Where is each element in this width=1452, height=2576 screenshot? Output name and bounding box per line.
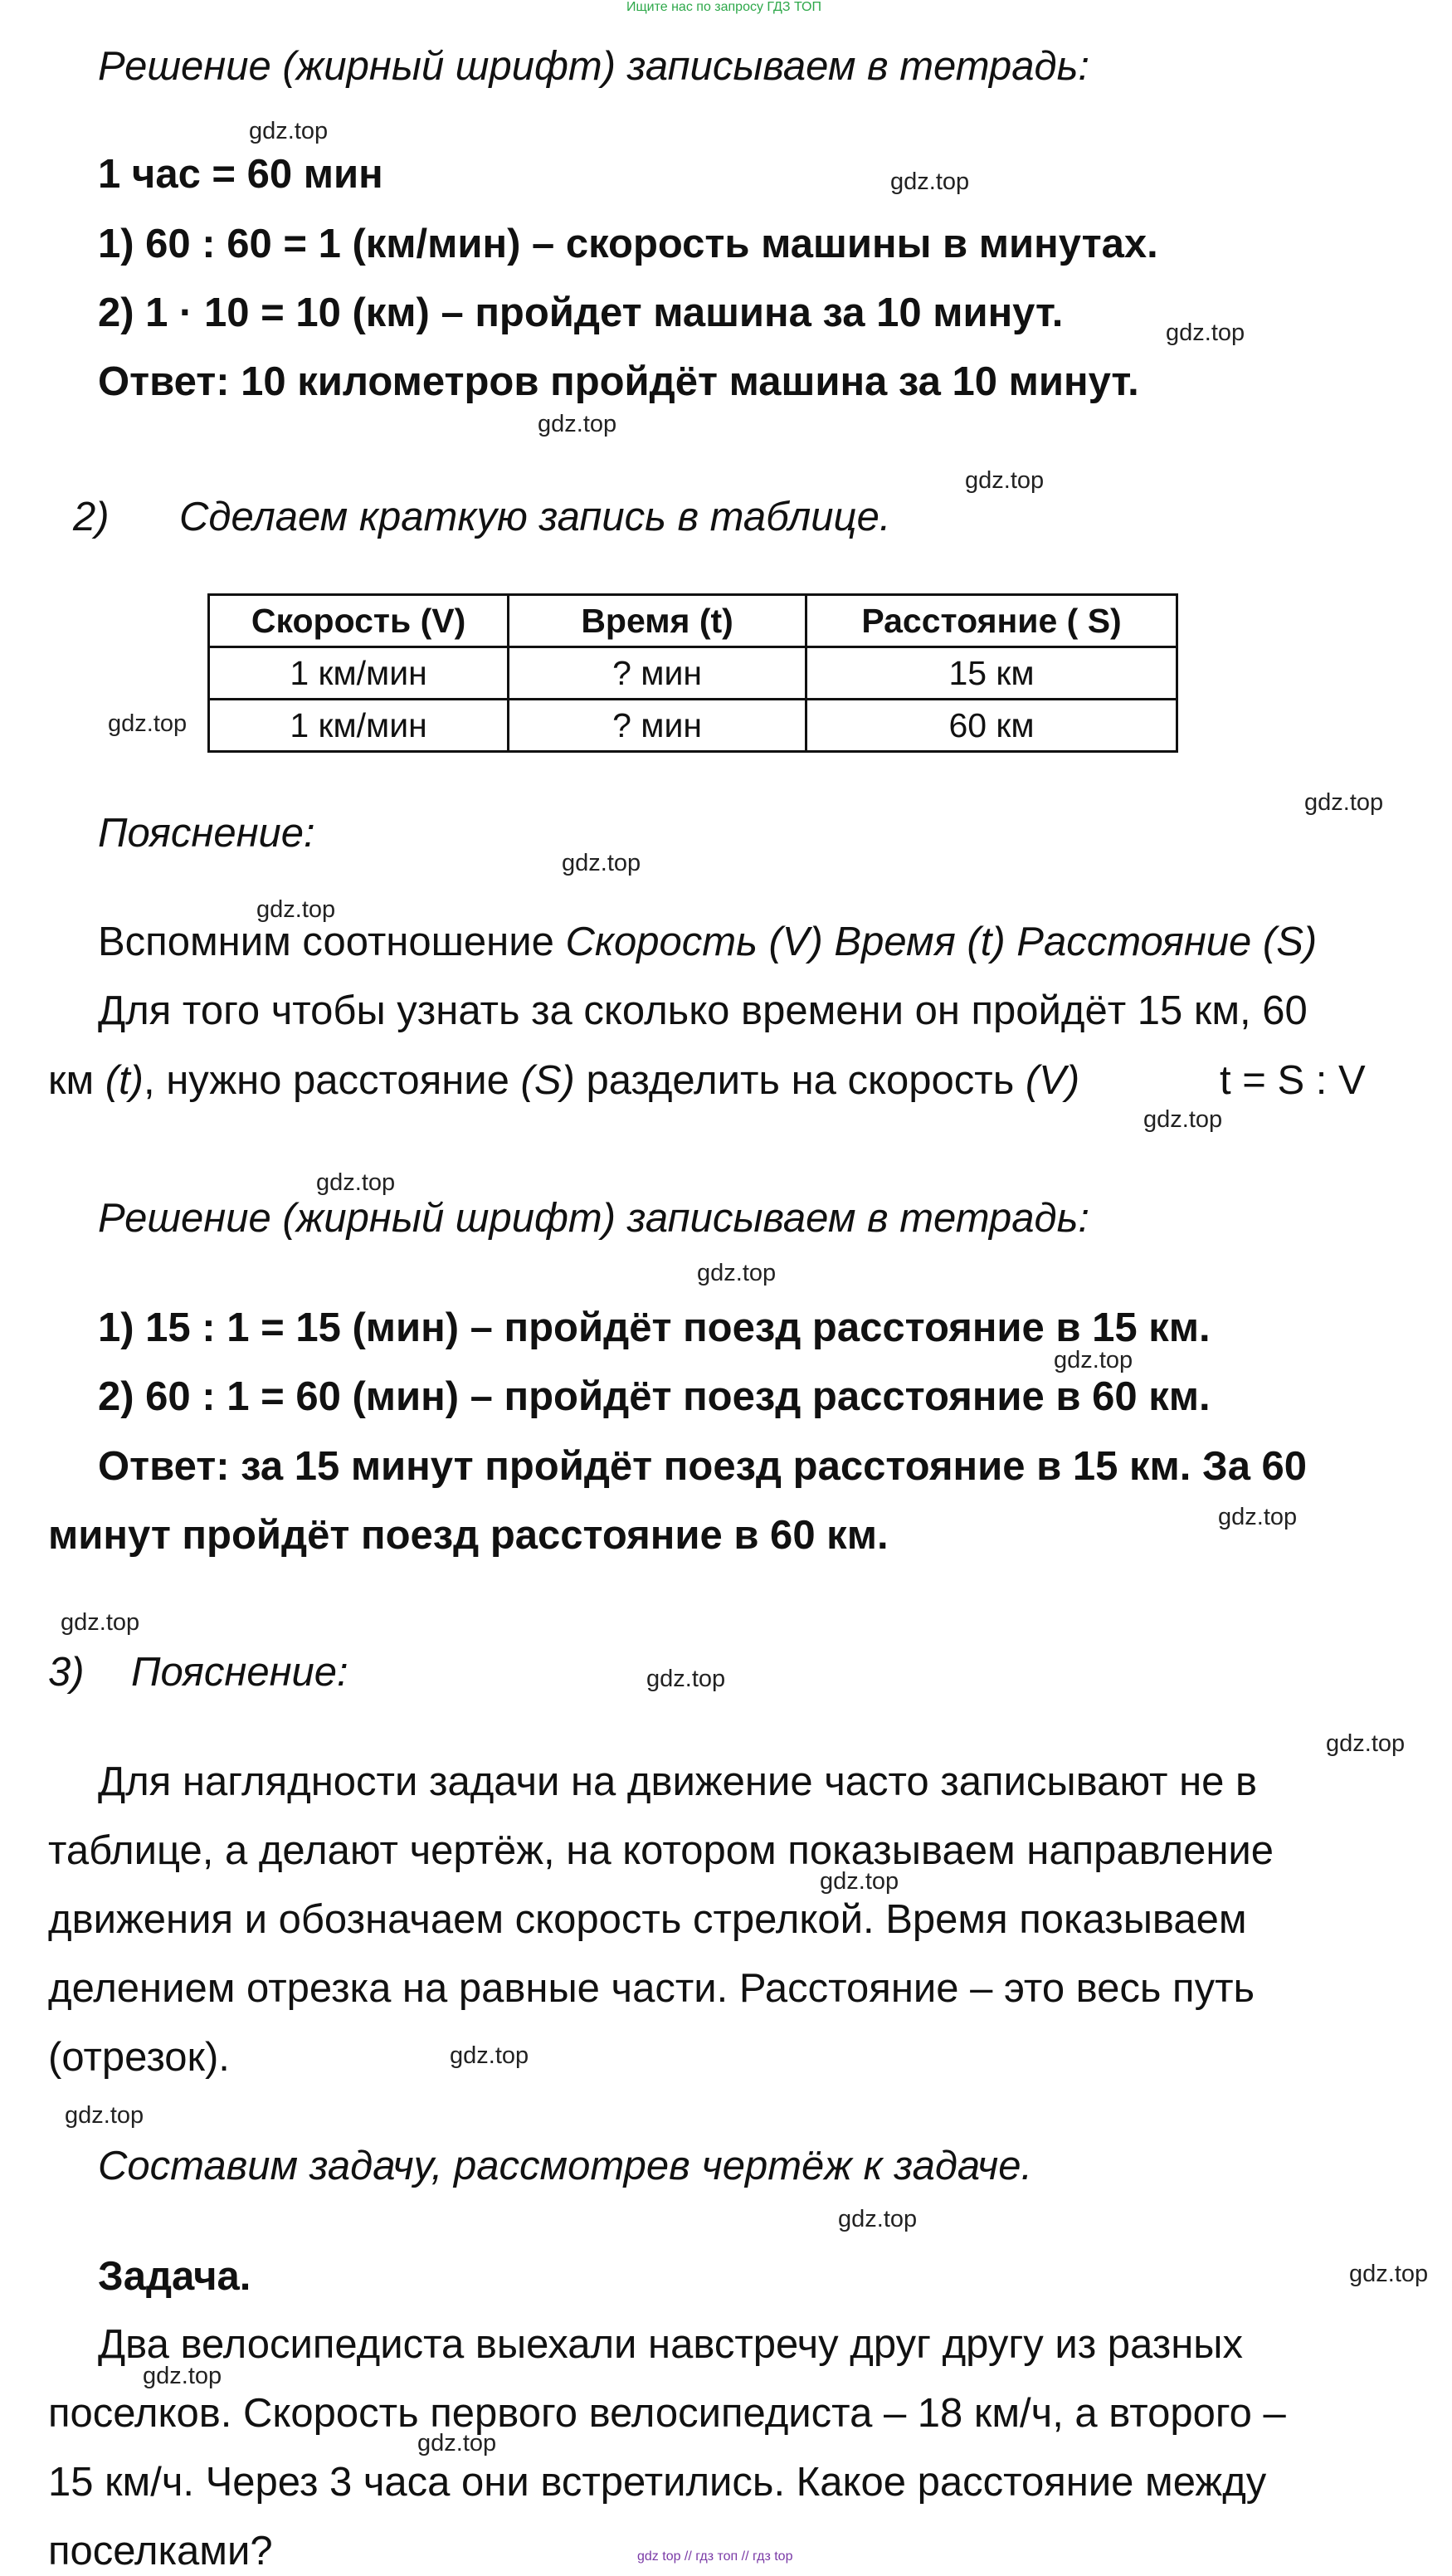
watermark-text: gdz.top (256, 896, 336, 923)
paragraph-line: движения и обозначаем скорость стрелкой. Время показываем (48, 1897, 1247, 1942)
solution-line: 2) 60 : 1 = 60 (мин) – пройдёт поезд расстояние в 60 км. (98, 1374, 1211, 1419)
watermark-text: gdz.top (61, 1609, 140, 1636)
text-fragment: , нужно расстояние (144, 1058, 521, 1103)
recall-line (98, 917, 1317, 967)
text-fragment: (V) (1025, 1058, 1080, 1103)
formula: t = S : V (1220, 1058, 1366, 1103)
watermark-text: gdz.top (316, 1169, 396, 1196)
table-cell: 60 км (806, 700, 1177, 752)
table-header-row (209, 595, 1177, 647)
table-header-cell: Время (t) (509, 595, 806, 647)
task-line: поселками? (48, 2529, 273, 2574)
table-header-cell: Скорость (V) (209, 595, 509, 647)
text-fragment: разделить на скорость (574, 1058, 1026, 1103)
task-label: Задача. (98, 2254, 251, 2299)
table-cell: 1 км/мин (209, 700, 509, 752)
watermark-text: gdz.top (1304, 789, 1384, 816)
watermark-text: gdz.top (538, 411, 617, 437)
watermark-text: gdz.top (1143, 1106, 1223, 1133)
watermark-text: gdz.top (562, 850, 641, 876)
watermark-text: gdz.top (1349, 2261, 1429, 2287)
watermark-text: gdz.top (890, 168, 970, 195)
watermark-text: gdz.top (820, 1868, 899, 1895)
watermark-text: gdz.top (1054, 1347, 1133, 1373)
answer-line: Ответ: 10 километров пройдёт машина за 10 минут. (98, 359, 1139, 404)
paragraph-line: делением отрезка на равные части. Расстояние – это весь путь (48, 1966, 1255, 2011)
text-fragment: (S) (520, 1058, 575, 1103)
watermark-text: gdz.top (143, 2363, 222, 2389)
explanation-label: Пояснение: (98, 811, 315, 856)
solution-line: 1) 60 : 60 = 1 (км/мин) – скорость машины в минутах. (98, 222, 1158, 266)
section-number: 3) (48, 1650, 85, 1695)
table-row (209, 700, 1177, 752)
explanation-line: Для того чтобы узнать за сколько времени он пройдёт 15 км, 60 (98, 988, 1308, 1033)
task-line: поселков. Скорость первого велосипедиста – 18 км/ч, а второго – (48, 2391, 1286, 2436)
watermark-text: gdz.top (1218, 1504, 1298, 1530)
recall-formula: Скорость (V) Время (t) Расстояние (S) (565, 920, 1318, 964)
solution-heading: Решение (жирный шрифт) записываем в тетрадь: (98, 44, 1089, 89)
watermark-text: gdz.top (249, 118, 329, 144)
recall-text: Вспомним соотношение (98, 920, 566, 964)
compose-instruction: Составим задачу, рассмотрев чертёж к задаче. (98, 2144, 1033, 2188)
watermark-text: gdz.top (450, 2042, 529, 2069)
answer-line: Ответ: за 15 минут пройдёт поезд расстояние в 15 км. За 60 (98, 1444, 1308, 1489)
task-line: 15 км/ч. Через 3 часа они встретились. Какое расстояние между (48, 2460, 1267, 2505)
watermark-text: gdz.top (965, 467, 1045, 494)
watermark-text: gdz.top (417, 2430, 497, 2456)
answer-line: минут пройдёт поезд расстояние в 60 км. (48, 1513, 889, 1558)
top-search-link[interactable]: Ищите нас по запросу ГДЗ ТОП (626, 0, 821, 14)
task-line: Два велосипедиста выехали навстречу друг другу из разных (98, 2322, 1243, 2367)
explanation-line (48, 1056, 1079, 1105)
watermark-text: gdz.top (697, 1260, 777, 1286)
watermark-text: gdz.top (1166, 320, 1245, 346)
text-fragment: км (48, 1058, 105, 1103)
watermark-text: gdz.top (646, 1666, 726, 1692)
section-heading: Сделаем краткую запись в таблице. (179, 495, 891, 539)
table-header-cell: Расстояние ( S) (806, 595, 1177, 647)
text-fragment: (t) (105, 1058, 144, 1103)
table-cell: ? мин (509, 700, 806, 752)
watermark-text: gdz.top (1326, 1730, 1406, 1757)
table-row (209, 647, 1177, 700)
footer-link[interactable]: gdz top // гдз топ // гдз top (637, 2549, 793, 2564)
solution-line: 1) 15 : 1 = 15 (мин) – пройдёт поезд расстояние в 15 км. (98, 1305, 1211, 1350)
solution-heading: Решение (жирный шрифт) записываем в тетрадь: (98, 1196, 1089, 1241)
solution-line: 2) 1 · 10 = 10 (км) – пройдет машина за 10 минут. (98, 290, 1064, 335)
table-cell: 15 км (806, 647, 1177, 700)
paragraph-line: Для наглядности задачи на движение часто записывают не в (98, 1759, 1258, 1804)
table-cell: 1 км/мин (209, 647, 509, 700)
watermark-text: gdz.top (838, 2206, 918, 2232)
paragraph-line: (отрезок). (48, 2035, 230, 2080)
explanation-label: Пояснение: (131, 1650, 348, 1695)
speed-time-distance-table (207, 593, 1178, 753)
watermark-text: gdz.top (65, 2102, 144, 2129)
table-cell: ? мин (509, 647, 806, 700)
section-number: 2) (73, 495, 110, 539)
paragraph-line: таблице, а делают чертёж, на котором показываем направление (48, 1828, 1274, 1873)
solution-line: 1 час = 60 мин (98, 152, 383, 197)
watermark-text: gdz.top (108, 710, 188, 737)
